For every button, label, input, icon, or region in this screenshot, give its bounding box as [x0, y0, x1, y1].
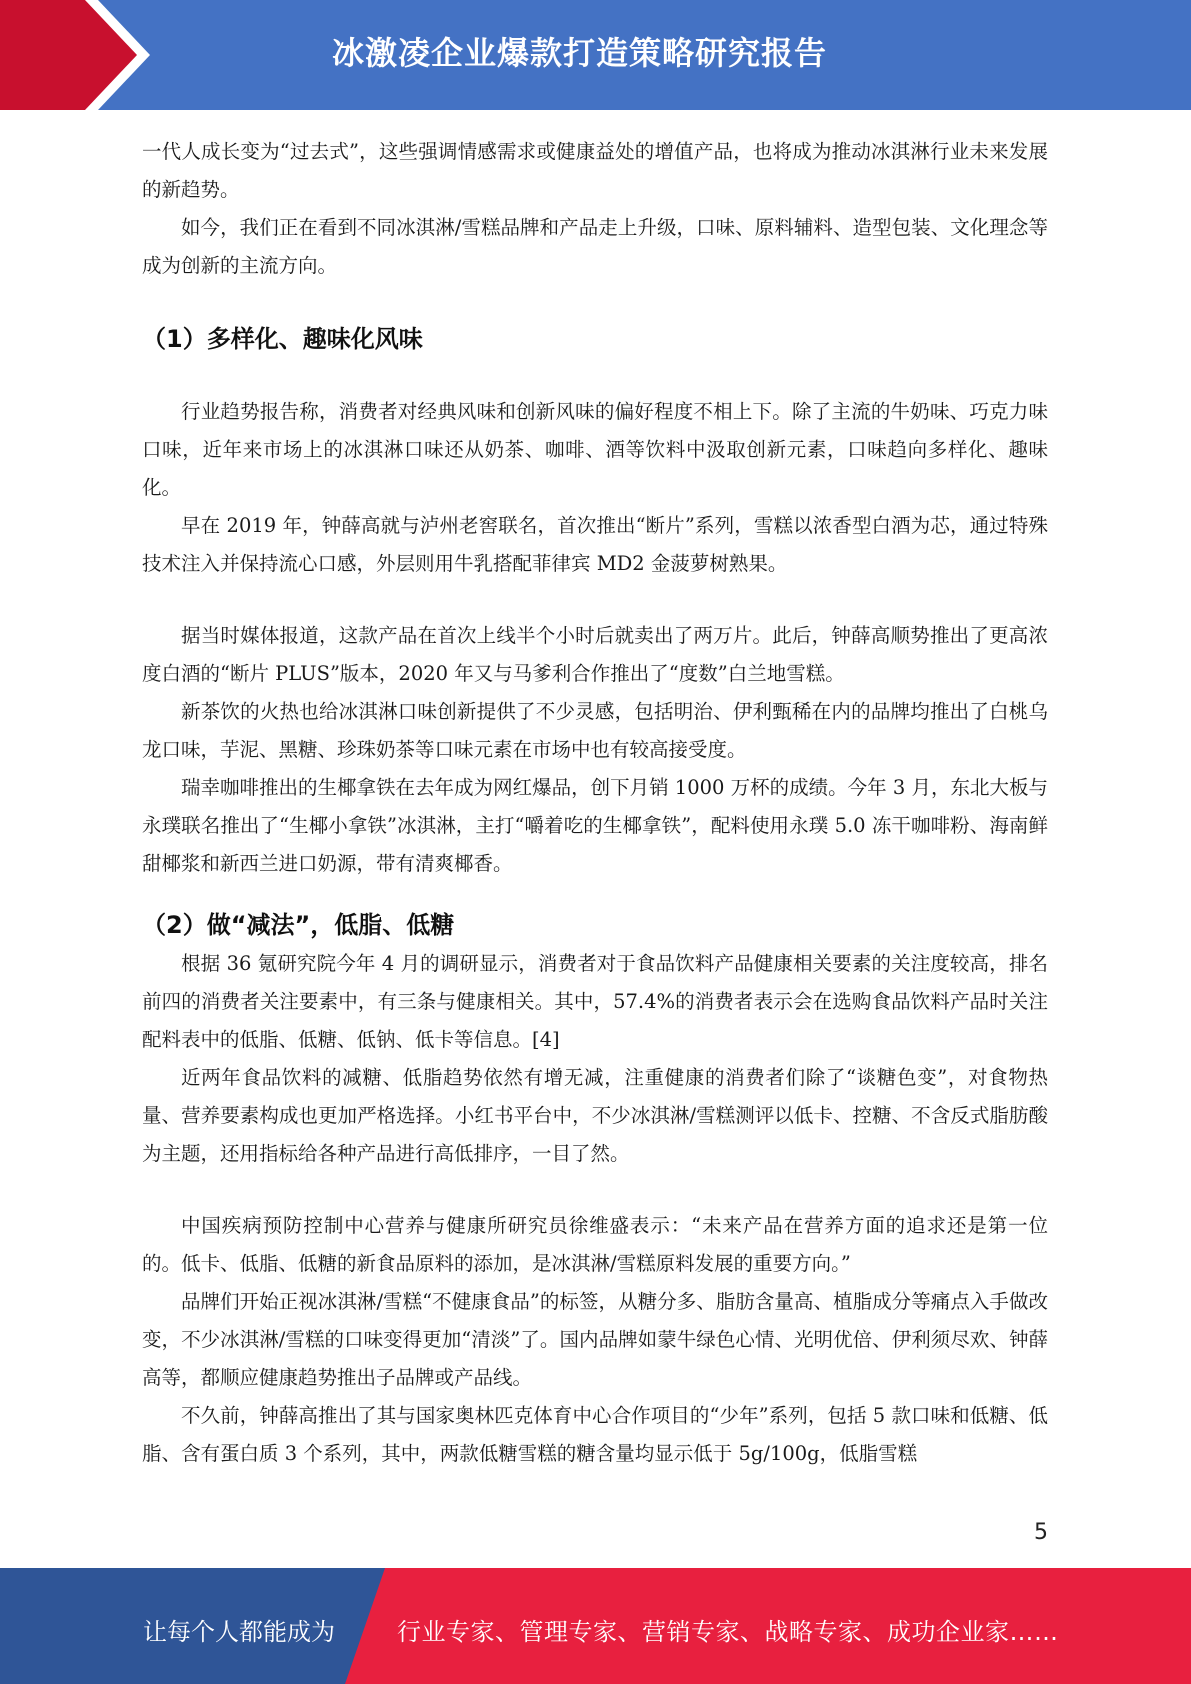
- footer-slogan-left: 让每个人都能成为: [143, 1618, 335, 1646]
- page-header: [0, 0, 1191, 110]
- document-body: [142, 133, 1048, 1473]
- paragraph: 新茶饮的火热也给冰淇淋口味创新提供了不少灵感，包括明治、伊利甄稀在内的品牌均推出了白桃乌龙口味，芋泥、黑糖、珍珠奶茶等口味元素在市场中也有较高接受度。: [142, 700, 1048, 761]
- header-red-arrow-decoration: [0, 0, 150, 110]
- paragraph: 一代人成长变为“过去式”，这些强调情感需求或健康益处的增值产品，也将成为推动冰淇淋行业未来发展的新趋势。: [142, 140, 1048, 201]
- section-heading-2: （2）做“减法”，低脂、低糖: [142, 911, 455, 939]
- paragraph: 根据 36 氪研究院今年 4 月的调研显示，消费者对于食品饮料产品健康相关要素的关注度较高，排名前四的消费者关注要素中，有三条与健康相关。其中，57.4%的消费者表示会在选购食品饮料产品时关注配料表中的低脂、低糖、低钠、低卡等信息。[4]: [142, 952, 1048, 1051]
- paragraph: 中国疾病预防控制中心营养与健康所研究员徐维盛表示：“未来产品在营养方面的追求还是第一位的。低卡、低脂、低糖的新食品原料的添加，是冰淇淋/雪糕原料发展的重要方向。”: [142, 1214, 1048, 1275]
- paragraph: 据当时媒体报道，这款产品在首次上线半个小时后就卖出了两万片。此后，钟薛高顺势推出了更高浓度白酒的“断片 PLUS”版本，2020 年又与马爹利合作推出了“度数”白兰地雪糕。: [142, 624, 1048, 685]
- paragraph: 近两年食品饮料的减糖、低脂趋势依然有增无减，注重健康的消费者们除了“谈糖色变”，对食物热量、营养要素构成也更加严格选择。小红书平台中，不少冰淇淋/雪糕测评以低卡、控糖、不含反式脂肪酸为主题，还用指标给各种产品进行高低排序，一目了然。: [142, 1066, 1048, 1165]
- paragraph: 行业趋势报告称，消费者对经典风味和创新风味的偏好程度不相上下。除了主流的牛奶味、巧克力味口味，近年来市场上的冰淇淋口味还从奶茶、咖啡、酒等饮料中汲取创新元素，口味趋向多样化、趣味化。: [142, 400, 1048, 499]
- paragraph: 品牌们开始正视冰淇淋/雪糕“不健康食品”的标签，从糖分多、脂肪含量高、植脂成分等痛点入手做改变，不少冰淇淋/雪糕的口味变得更加“清淡”了。国内品牌如蒙牛绿色心情、光明优倍、伊利须尽欢、钟薛高等，都顺应健康趋势推出子品牌或产品线。: [142, 1290, 1048, 1389]
- paragraph: 早在 2019 年，钟薛高就与泸州老窖联名，首次推出“断片”系列，雪糕以浓香型白酒为芯，通过特殊技术注入并保持流心口感，外层则用牛乳搭配菲律宾 MD2 金菠萝树熟果。: [142, 514, 1048, 575]
- section-heading-1: （1）多样化、趣味化风味: [142, 325, 423, 353]
- paragraph: 瑞幸咖啡推出的生椰拿铁在去年成为网红爆品，创下月销 1000 万杯的成绩。今年 3 月，东北大板与永璞联名推出了“生椰小拿铁”冰淇淋，主打“嚼着吃的生椰拿铁”，配料使用永璞 5.0 冻干咖啡粉、海南鲜甜椰浆和新西兰进口奶源，带有清爽椰香。: [142, 776, 1048, 875]
- paragraph: 如今，我们正在看到不同冰淇淋/雪糕品牌和产品走上升级，口味、原料辅料、造型包装、文化理念等成为创新的主流方向。: [142, 216, 1048, 277]
- footer-slogan-right: 行业专家、管理专家、营销专家、战略专家、成功企业家……: [397, 1618, 1059, 1646]
- paragraph: 不久前，钟薛高推出了其与国家奥林匹克体育中心合作项目的“少年”系列，包括 5 款口味和低糖、低脂、含有蛋白质 3 个系列，其中，两款低糖雪糕的糖含量均显示低于 5g/100g，低脂雪糕: [142, 1404, 1048, 1465]
- page-number: 5: [1034, 1520, 1048, 1545]
- report-title: 冰激凌企业爆款打造策略研究报告: [332, 34, 828, 72]
